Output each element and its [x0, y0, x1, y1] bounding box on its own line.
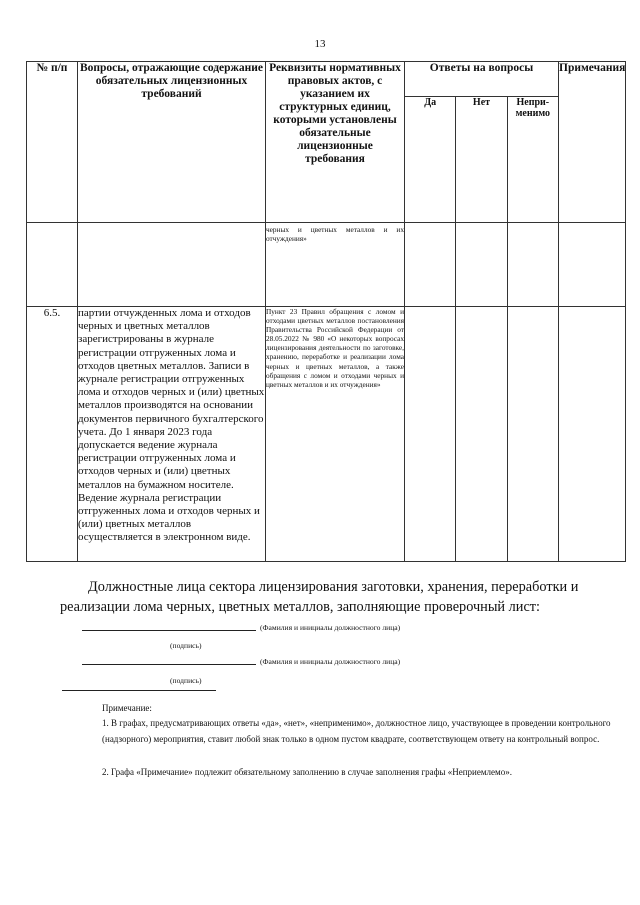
row-question	[78, 223, 266, 307]
signature-caption-1: (подпись)	[170, 641, 202, 650]
name-line-2[interactable]	[82, 664, 256, 665]
row-requisites: черных и цветных металлов и их отчуждения»	[266, 223, 405, 307]
checklist-table	[26, 61, 626, 562]
answer-yes-cell[interactable]	[405, 223, 456, 307]
row-question: партии отчужденных лома и отходов черных и цветных металлов зарегистрированы в журнале регистрации отгруженных лома и отходов цветных металлов. Записи в журнале регистрации отгруженных лома и отходов черных и (или) цветных металлов производятся на основании документов первичного бухгалтерского учета. До 1 января 2023 года допускается ведение журнала регистрации отгруженных лома и отходов черных и (или) цветных металлов на бумажном носителе. Ведение журнала регистрации отгруженных лома и отходов черных и (или) цветных металлов осуществляется в электронном виде.	[78, 307, 266, 562]
answer-yes-cell[interactable]	[405, 307, 456, 562]
note-cell[interactable]	[559, 223, 626, 307]
officials-statement: Должностные лица сектора лицензирования заготовки, хранения, переработки и реализации лома черных, цветных металлов, заполняющие проверочный лист:	[60, 579, 579, 615]
signature-caption-2: (подпись)	[170, 676, 202, 685]
note-cell[interactable]	[559, 307, 626, 562]
table-header-row	[27, 62, 626, 97]
header-questions: Вопросы, отражающие содержание обязательных лицензионных требований	[78, 62, 266, 223]
note-title: Примечание:	[102, 703, 152, 713]
header-requisites: Реквизиты нормативных правовых актов, с указанием их структурных единиц, которыми установлены обязательные лицензионные требования	[266, 62, 405, 223]
answer-no-cell[interactable]	[456, 223, 507, 307]
row-requisites: Пункт 23 Правил обращения с ломом и отходами цветных металлов постановления Правительства Российской Федерации от 28.05.2022 № 980 «О некоторых вопросах лицензирования деятельности по заготовке, хранению, переработке и реализации лома черных и цветных металлов, а также обращения с ломом и отходами черных и цветных металлов и их отчуждения»	[266, 307, 405, 562]
note-item-2: 2. Графа «Примечание» подлежит обязательному заполнению в случае заполнения графы «Неприемлемо».	[102, 767, 512, 777]
name-caption-1: (Фамилия и инициалы должностного лица)	[260, 623, 401, 632]
row-number	[27, 223, 78, 307]
table-row	[27, 223, 626, 307]
table-row	[27, 307, 626, 562]
name-caption-2: (Фамилия и инициалы должностного лица)	[260, 657, 401, 666]
row-number: 6.5.	[27, 307, 78, 562]
header-yes: Да	[405, 97, 456, 223]
note-item-1: 1. В графах, предусматривающих ответы «да», «нет», «неприменимо», должностное лицо, участвующее в проведении контрольного (надзорного) мероприятия, ставит любой знак только в одном пустом квадрате, соответствующем ответу на контрольный вопрос.	[102, 718, 611, 744]
header-not-applicable: Непри-менимо	[507, 97, 558, 223]
signature-line-2[interactable]	[62, 690, 216, 691]
page-number: 13	[314, 38, 326, 50]
header-answers: Ответы на вопросы	[405, 62, 559, 97]
answer-no-cell[interactable]	[456, 307, 507, 562]
answer-not-applicable-cell[interactable]	[507, 223, 558, 307]
name-line-1[interactable]	[82, 630, 256, 631]
header-notes: Примечания	[559, 62, 626, 223]
header-no: Нет	[456, 97, 507, 223]
header-number: № п/п	[27, 62, 78, 223]
answer-not-applicable-cell[interactable]	[507, 307, 558, 562]
